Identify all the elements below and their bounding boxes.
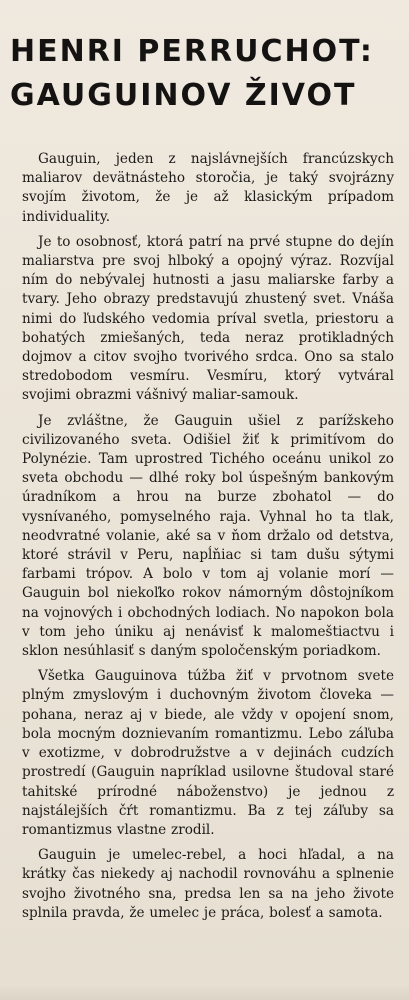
paragraph: Všetka Gauguinova túžba žiť v prvotnom svete plným zmyslovým i duchovným životom človeka — pohana, neraz aj v biede, ale vždy v opojení snom, bola mocným doznievaním romantizmu. Lebo záľuba v exotizme, v dobrodružstve a v dejinách cudzích prostredí (Gauguin napríklad usilovne študoval staré tahitské prírodné náboženstvo) je jednou z najstálejších čŕt romantizmu. Ba z tej záľuby sa romantizmus vlastne zrodil. xyxy=(22,668,394,838)
paragraph: Je to osobnosť, ktorá patrí na prvé stupne do dejín maliarstva pre svoj hlboký a opojný výraz. Rozvíjal ním do nebývalej hutnosti a jasu maliarske farby a tvary. Jeho obrazy predstavujú zhustený svet. Vnáša nimi do ľudského vedomia príval svetla, priestoru a bohatých zmiešaných, teda neraz protikladných dojmov a citov svojho tvorivého srdca. Ono sa stalo stredobodom vesmíru. Vesmíru, ktorý vytváral svojimi obrazmi vášnivý maliar-samouk. xyxy=(22,233,394,404)
paragraph: Gauguin, jeden z najslávnejších francúzskych maliarov devätnásteho storočia, je taký svojrázny svojím životom, že je až klasickým prípadom individuality. xyxy=(22,151,394,225)
article-body xyxy=(22,150,394,929)
title-line-book: GAUGUINOV ŽIVOT xyxy=(10,78,357,113)
paragraph: Je zvláštne, že Gauguin ušiel z parížskeho civilizovaného sveta. Odišiel žiť k primitívom do Polynézie. Tam uprostred Tichého oceánu unikol zo sveta obchodu — dlhé roky bol úspešným bankovým úradníkom a hrou na burze zbohatol — do vysnívaného, pomyselného raja. Vyhnal ho ta tlak, neodvratné volanie, aké sa v ňom držalo od detstva, ktoré strávil v Peru, napĺňiac si tam dušu sýtymi farbami trópov. A bolo v tom aj volanie morí — Gauguin bol niekoľko rokov námorným dôstojníkom na vojnových i obchodných lodiach. No napokon bola v tom jeho úniku aj nenávisť k malomeštiactvu i sklon nesúhlasiť s daným spoločenským poriadkom. xyxy=(22,412,394,660)
paragraph: Gauguin je umelec-rebel, a hoci hľadal, a na krátky čas niekedy aj nachodil rovnováhu a splnenie svojho životného sna, predsa len sa na jeho živote splnila pravda, že umelec je práca, bolesť a samota. xyxy=(22,847,394,921)
page-bottom-edge xyxy=(0,985,409,1000)
page-title xyxy=(10,30,402,118)
title-line-author: HENRI PERRUCHOT: xyxy=(10,34,374,69)
